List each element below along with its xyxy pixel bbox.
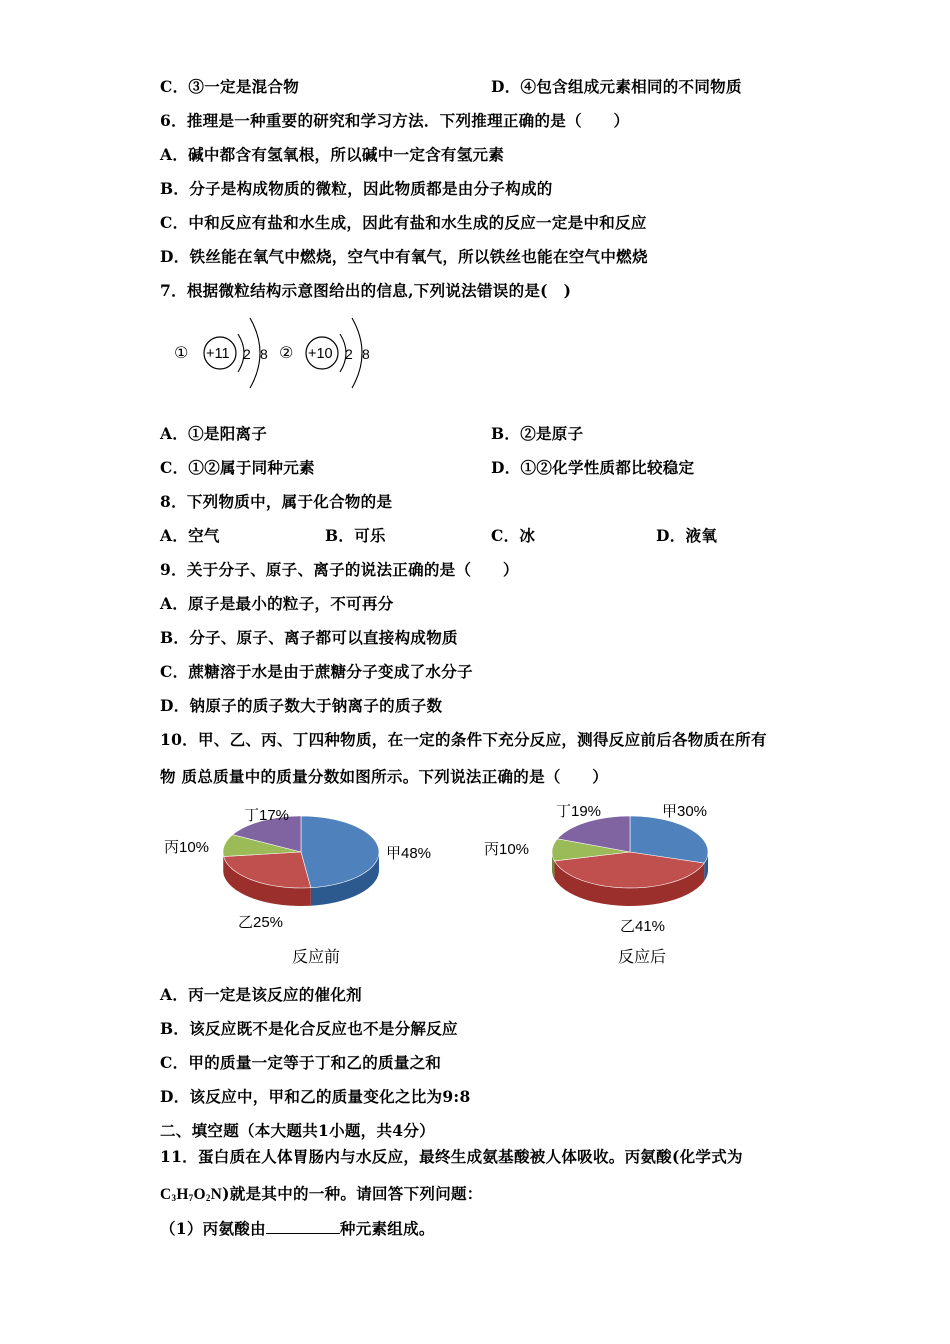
- section-2-heading: 二、填空题（本大题共1小题，共4分）: [160, 1121, 435, 1140]
- q10-option-b: B．该反应既不是化合反应也不是分解反应: [160, 1019, 458, 1038]
- q5-option-d: D．④包含组成元素相同的不同物质: [491, 77, 742, 96]
- particle-1-label: ①: [174, 345, 189, 362]
- pie-label-丙: 丙10%: [484, 841, 530, 858]
- q6-option-b: B．分子是构成物质的微粒，因此物质都是由分子构成的: [160, 179, 553, 198]
- q7-stem: 7．根据微粒结构示意图给出的信息,下列说法错误的是( ): [160, 281, 572, 300]
- answer-blank[interactable]: [266, 1219, 340, 1234]
- pie-label-甲: 甲48%: [386, 845, 432, 862]
- q8-option-d: D．液氧: [656, 526, 718, 545]
- pie-chart-after: [478, 798, 738, 938]
- particle-1-shell-1: 2: [243, 346, 251, 362]
- q9-stem: 9．关于分子、原子、离子的说法正确的是（ ）: [160, 560, 519, 579]
- q11-stem-line-2: $C_3H_7O_2N$)就是其中的一种。请回答下列问题：: [160, 1184, 483, 1203]
- particle-2-nucleus: +10: [308, 346, 333, 362]
- q8-option-b: B．可乐: [325, 526, 386, 545]
- q10-option-a: A．丙一定是该反应的催化剂: [160, 985, 362, 1004]
- q10-option-c: C．甲的质量一定等于丁和乙的质量之和: [160, 1053, 442, 1072]
- q7-option-d: D．①②化学性质都比较稳定: [491, 458, 695, 477]
- pie-label-乙: 乙25%: [238, 914, 284, 931]
- q7-option-c: C．①②属于同种元素: [160, 458, 315, 477]
- particle-2-shell-2-arc: [352, 318, 362, 388]
- particle-1-shell-2-arc: [250, 318, 260, 388]
- particle-1-shell-2: 8: [260, 346, 268, 362]
- formula-alanine: $C_3H_7O_2N$: [160, 1186, 223, 1203]
- q11-stem-line-1: 11．蛋白质在人体胃肠内与水反应，最终生成氨基酸被人体吸收。丙氨酸(化学式为: [160, 1147, 743, 1166]
- q6-option-a: A．碱中都含有氢氧根，所以碱中一定含有氢元素: [160, 145, 505, 164]
- q9-option-b: B．分子、原子、离子都可以直接构成物质: [160, 628, 458, 647]
- q9-option-a: A．原子是最小的粒子，不可再分: [160, 594, 394, 613]
- q8-stem: 8．下列物质中，属于化合物的是: [160, 492, 393, 511]
- particle-1-nucleus: +11: [206, 346, 230, 362]
- q7-option-b: B．②是原子: [491, 424, 584, 443]
- q5-option-c: C．③一定是混合物: [160, 77, 300, 96]
- q8-option-a: A．空气: [160, 526, 220, 545]
- pie-before-caption: 反应前: [292, 949, 341, 966]
- q10-option-d: D．该反应中，甲和乙的质量变化之比为9:8: [160, 1087, 471, 1106]
- q10-stem-line-1: 10．甲、乙、丙、丁四种物质，在一定的条件下充分反应，测得反应前后各物质在所有: [160, 730, 767, 749]
- q11-sub-question-1: （1）丙氨酸由 种元素组成。: [160, 1219, 435, 1238]
- q8-option-c: C．冰: [491, 526, 536, 545]
- q9-option-c: C．蔗糖溶于水是由于蔗糖分子变成了水分子: [160, 662, 473, 681]
- particle-2-shell-1: 2: [345, 346, 353, 362]
- pie-chart-before: [158, 800, 458, 940]
- pie-after-caption: 反应后: [618, 949, 667, 966]
- particle-2-shell-2: 8: [362, 346, 370, 362]
- q6-option-c: C．中和反应有盐和水生成，因此有盐和水生成的反应一定是中和反应: [160, 213, 647, 232]
- q10-stem-line-2: 物 质总质量中的质量分数如图所示。下列说法正确的是（ ）: [160, 767, 609, 786]
- q6-stem: 6．推理是一种重要的研究和学习方法．下列推理正确的是（ ）: [160, 111, 630, 130]
- pie-label-丙: 丙10%: [164, 839, 210, 856]
- pie-label-乙: 乙41%: [620, 918, 666, 935]
- q7-option-a: A．①是阳离子: [160, 424, 268, 443]
- particle-2-label: ②: [279, 345, 294, 362]
- pie-label-丁: 丁19%: [556, 803, 602, 820]
- pie-label-丁: 丁17%: [244, 807, 290, 824]
- q9-option-d: D．钠原子的质子数大于钠离子的质子数: [160, 696, 443, 715]
- pie-label-甲: 甲30%: [662, 803, 708, 820]
- q6-option-d: D．铁丝能在氧气中燃烧，空气中有氧气，所以铁丝也能在空气中燃烧: [160, 247, 648, 266]
- particle-structure-diagram: [168, 308, 388, 403]
